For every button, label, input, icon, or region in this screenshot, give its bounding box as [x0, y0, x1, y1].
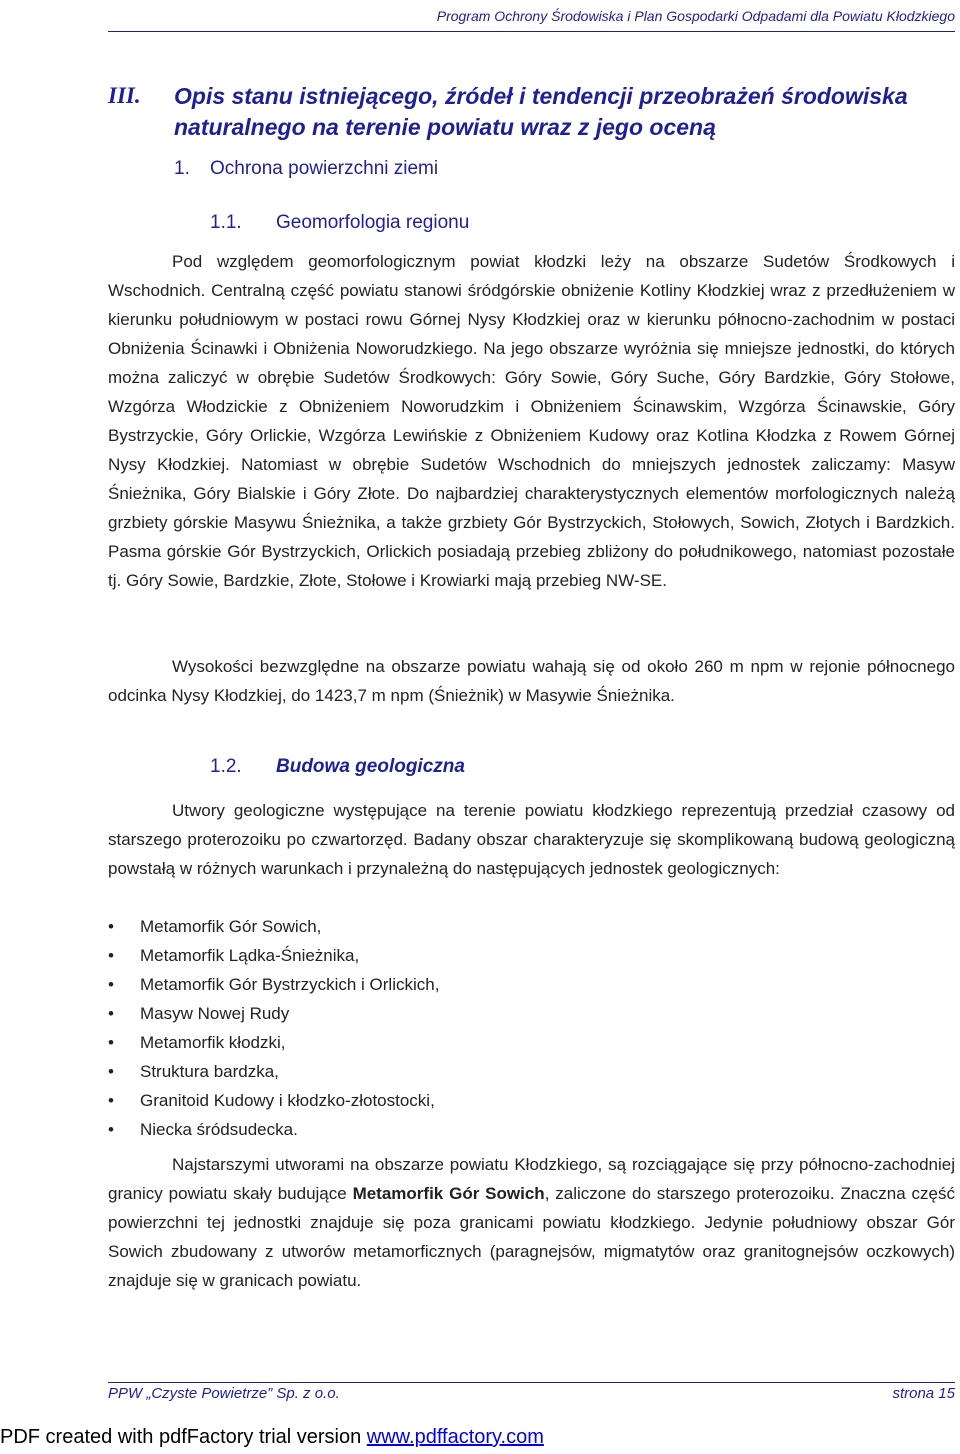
chapter-title: Opis stanu istniejącego, źródeł i tendencji przeobrażeń środowiska naturalnego na terenie powiatu wraz z jego oceną [174, 83, 908, 140]
section-number: 1. [174, 158, 190, 179]
list-item: • Granitoid Kudowy i kłodzko-złotostocki, [108, 1086, 439, 1115]
section-title: Ochrona powierzchni ziemi [210, 158, 439, 179]
list-item: • Struktura bardzka, [108, 1057, 439, 1086]
list-item: • Metamorfik kłodzki, [108, 1028, 439, 1057]
bullet-icon: • [108, 946, 114, 965]
altitude-paragraph: Wysokości bezwzględne na obszarze powiatu wahają się od około 260 m npm w rejonie północnego odcinka Nysy Kłodzkiej, do 1423,7 m npm (Śnieżnik) w Masywie Śnieżnika. [108, 657, 955, 705]
bullet-icon: • [108, 917, 114, 936]
pdf-trial-notice: PDF created with pdfFactory trial version www.pdffactory.com [0, 1426, 544, 1448]
oldest-formations-paragraph: Najstarszymi utworami na obszarze powiatu Kłodzkiego, są rozciągające się przy północno-zachodniej granicy powiatu skały budujące Metamorfik Gór Sowich, zaliczone do starszego proterozoiku. Znaczna część powierzchni tej jednostki znajduje się poza granicami powiatu kłodzkiego. Jedynie południowy obszar Gór Sowich zbudowany z utworów metamorficznych (paragnejsów, migmatytów oraz granitognejsów oczkowych) znajduje się w granicach powiatu. [108, 1155, 955, 1290]
bullet-icon: • [108, 1091, 114, 1110]
bullet-icon: • [108, 1004, 114, 1023]
subsection-number: 1.1. [210, 212, 242, 233]
subsection-heading-1-1 [210, 212, 469, 234]
list-item: • Metamorfik Gór Bystrzyckich i Orlickich, [108, 970, 439, 999]
list-item: • Niecka śródsudecka. [108, 1115, 439, 1144]
pdffactory-link[interactable]: www.pdffactory.com [366, 1426, 544, 1448]
subsection-heading-1-2 [210, 756, 465, 778]
header-divider [108, 31, 955, 32]
footer-company: PPW „Czyste Powietrze” Sp. z o.o. [108, 1385, 340, 1402]
page-number: strona 15 [892, 1385, 955, 1402]
geological-units-list [108, 912, 439, 1144]
bold-term: Metamorfik Gór Sowich [352, 1184, 545, 1203]
bullet-icon: • [108, 975, 114, 994]
list-item: • Masyw Nowej Rudy [108, 999, 439, 1028]
footer-divider [108, 1382, 955, 1383]
running-header: Program Ochrony Środowiska i Plan Gospodarki Odpadami dla Powiatu Kłodzkiego [436, 8, 955, 24]
chapter-number: III. [108, 83, 141, 108]
geology-paragraph: Utwory geologiczne występujące na terenie powiatu kłodzkiego reprezentują przedział czasowy od starszego proterozoiku po czwartorzęd. Badany obszar charakteryzuje się skomplikowaną budową geologiczną powstałą w różnych warunkach i przynależną do następujących jednostek geologicznych: [108, 801, 955, 878]
subsection-title: Geomorfologia regionu [276, 212, 470, 233]
geomorphology-paragraph: Pod względem geomorfologicznym powiat kłodzki leży na obszarze Sudetów Środkowych i Wschodnich. Centralną część powiatu stanowi śródgórskie obniżenie Kotliny Kłodzkiej wraz z przedłużeniem w kierunku południowym w postaci rowu Górnej Nysy Kłodzkiej oraz w kierunku północno-zachodnim w postaci Obniżenia Ścinawki i Obniżenia Noworudzkiego. Na jego obszarze wyróżnia się mniejsze jednostki, do których można zaliczyć w obrębie Sudetów Środkowych: Góry Sowie, Góry Suche, Góry Bardzkie, Góry Stołowe, Wzgórza Włodzickie z Obniżeniem Noworudzkim i Obniżeniem Ścinawskim, Wzgórza Ścinawskie, Góry Bystrzyckie, Góry Orlickie, Wzgórza Lewińskie z Obniżeniem Kudowy oraz Kotlina Kłodzka z Rowem Górnej Nysy Kłodzkiej. Natomiast w obrębie Sudetów Wschodnich do mniejszych jednostek zaliczamy: Masyw Śnieżnika, Góry Bialskie i Góry Złote. Do najbardziej charakterystycznych elementów morfologicznych należą grzbiety górskie Masywu Śnieżnika, a także grzbiety Gór Bystrzyckich, Stołowych, Sowich, Złotych i Bardzkich. Pasma górskie Gór Bystrzyckich, Orlickich posiadają przebieg zbliżony do południkowego, natomiast pozostałe tj. Góry Sowie, Bardzkie, Złote, Stołowe i Krowiarki mają przebieg NW-SE. [108, 252, 955, 590]
subsection-number: 1.2. [210, 756, 242, 777]
list-item: • Metamorfik Gór Sowich, [108, 912, 439, 941]
bullet-icon: • [108, 1062, 114, 1081]
section-heading-1 [174, 158, 438, 180]
subsection-title: Budowa geologiczna [276, 756, 465, 777]
bullet-icon: • [108, 1033, 114, 1052]
bullet-icon: • [108, 1120, 114, 1139]
list-item: • Metamorfik Lądka-Śnieżnika, [108, 941, 439, 970]
